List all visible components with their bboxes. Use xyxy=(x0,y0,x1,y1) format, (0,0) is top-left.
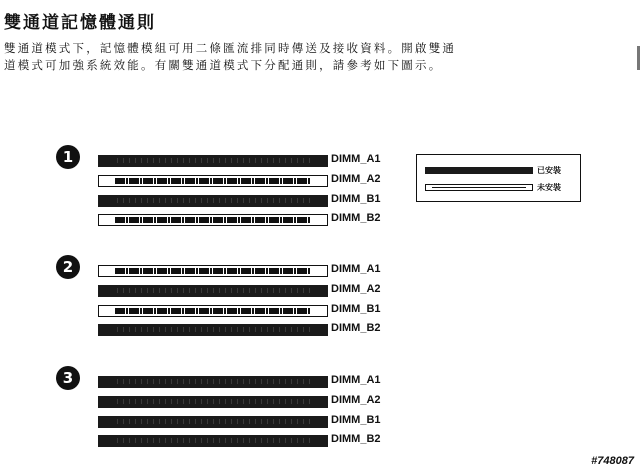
dimm-module-bar xyxy=(98,435,328,447)
dimm-slot-label: DIMM_B2 xyxy=(331,433,381,445)
group-number-badge-2: 2 xyxy=(56,255,80,279)
group-number-badge-3: 3 xyxy=(56,366,80,390)
dimm-slot-g2-b2 xyxy=(98,324,388,336)
page-title: 雙通道記憶體通則 xyxy=(4,13,156,33)
legend-swatch-installed xyxy=(425,167,533,174)
dimm-slot-label: DIMM_A1 xyxy=(331,153,381,165)
dimm-slot-label: DIMM_A2 xyxy=(331,283,381,295)
dimm-slot-g1-b1 xyxy=(98,195,388,207)
dimm-slot-label: DIMM_B1 xyxy=(331,193,381,205)
dimm-slot-label: DIMM_B2 xyxy=(331,322,381,334)
dimm-slot-g2-b1 xyxy=(98,305,388,317)
dimm-slot-label: DIMM_B1 xyxy=(331,303,381,315)
description-line-1: 雙通道模式下，記憶體模組可用二條匯流排同時傳送及接收資料。開啟雙通 xyxy=(4,41,457,55)
legend-label-installed: 已安裝 xyxy=(537,165,561,175)
watermark: #748087 xyxy=(591,455,634,467)
dimm-module-bar xyxy=(98,265,328,277)
dimm-module-bar xyxy=(98,195,328,207)
dimm-slot-g1-a2 xyxy=(98,175,388,187)
dimm-slot-label: DIMM_B1 xyxy=(331,414,381,426)
dimm-slot-g2-a1 xyxy=(98,265,388,277)
dimm-module-bar xyxy=(98,214,328,226)
legend-label-empty: 未安裝 xyxy=(537,182,561,192)
dimm-slot-g1-b2 xyxy=(98,214,388,226)
dimm-slot-g3-b2 xyxy=(98,435,388,447)
dimm-module-bar xyxy=(98,416,328,428)
dimm-slot-label: DIMM_A2 xyxy=(331,394,381,406)
dimm-slot-label: DIMM_A1 xyxy=(331,263,381,275)
dimm-module-bar xyxy=(98,324,328,336)
description-line-2: 道模式可加強系統效能。有關雙通道模式下分配通則，請參考如下圖示。 xyxy=(4,58,443,72)
dimm-module-bar xyxy=(98,376,328,388)
dimm-slot-g2-a2 xyxy=(98,285,388,297)
dimm-slot-g3-b1 xyxy=(98,416,388,428)
legend-row-empty xyxy=(425,182,575,194)
dimm-module-bar xyxy=(98,305,328,317)
dimm-slot-label: DIMM_B2 xyxy=(331,212,381,224)
legend-swatch-empty xyxy=(425,184,533,191)
dimm-slot-g1-a1 xyxy=(98,155,388,167)
description xyxy=(4,40,604,74)
dimm-module-bar xyxy=(98,396,328,408)
dimm-slot-g3-a1 xyxy=(98,376,388,388)
group-number-badge-1: 1 xyxy=(56,145,80,169)
dimm-slot-g3-a2 xyxy=(98,396,388,408)
dimm-module-bar xyxy=(98,155,328,167)
dimm-module-bar xyxy=(98,175,328,187)
legend-row-installed xyxy=(425,165,575,177)
legend-box xyxy=(416,154,581,202)
dimm-module-bar xyxy=(98,285,328,297)
dimm-slot-label: DIMM_A2 xyxy=(331,173,381,185)
dimm-slot-label: DIMM_A1 xyxy=(331,374,381,386)
